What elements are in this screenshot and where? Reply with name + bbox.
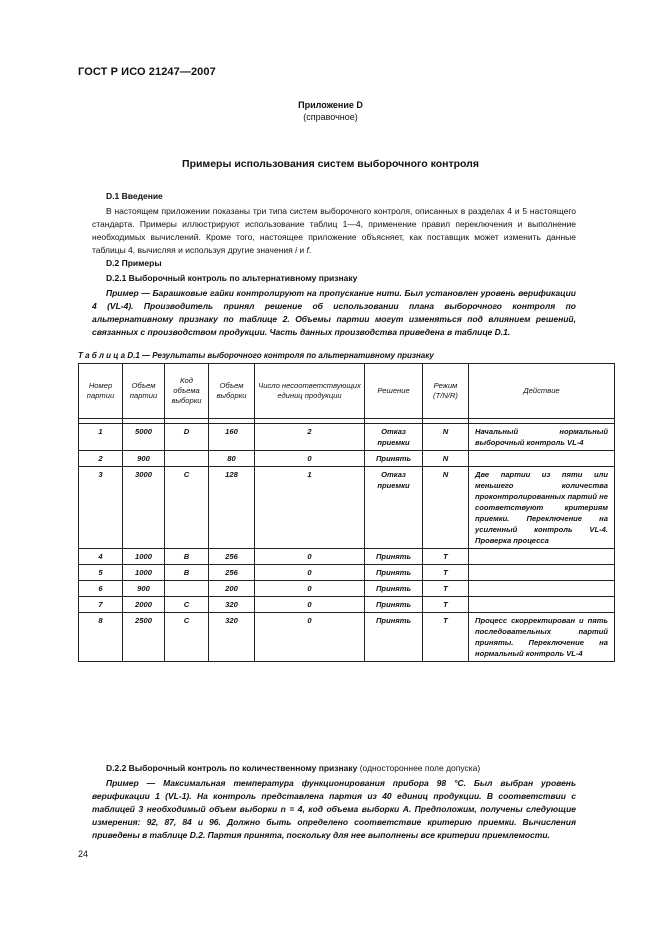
- cell-mode: N: [423, 467, 469, 549]
- cell-mode: T: [423, 565, 469, 581]
- page-title: Примеры использования систем выборочного контроля: [182, 158, 479, 170]
- annex-heading: [0, 99, 661, 123]
- cell-lot-size: 1000: [123, 565, 165, 581]
- cell-action: Начальный нормальный выборочный контроль VL-4: [469, 424, 615, 451]
- cell-decision: Принять: [365, 597, 423, 613]
- col-header-mode: Режим (T/N/R): [423, 364, 469, 419]
- section-d22-title: D.2.2 Выборочный контроль по количественному признаку: [106, 763, 358, 773]
- cell-action: Две партии из пяти или меньшего количества проконтролированных партий не соответствуют критериям приемки. Переключение на усиленный контроль VL-4. Проверка процесса: [469, 467, 615, 549]
- cell-lot-number: 3: [79, 467, 123, 549]
- section-d1-paragraph: [92, 205, 576, 257]
- cell-mode: N: [423, 424, 469, 451]
- cell-lot-size: 2000: [123, 597, 165, 613]
- cell-sample-code: B: [165, 549, 209, 565]
- cell-lot-size: 3000: [123, 467, 165, 549]
- cell-nonconforming: 0: [255, 565, 365, 581]
- cell-sample-size: 80: [209, 451, 255, 467]
- cell-sample-code: [165, 581, 209, 597]
- cell-lot-number: 6: [79, 581, 123, 597]
- col-header-decision: Решение: [365, 364, 423, 419]
- cell-sample-size: 200: [209, 581, 255, 597]
- cell-sample-size: 320: [209, 613, 255, 662]
- cell-lot-number: 4: [79, 549, 123, 565]
- section-d21-example-text: Пример — Барашковые гайки контролируют на пропускание нити. Был установлен уровень верификации 4 (VL-4). Производитель принял решение об использовании плана выборочного контроля по альтернативному признаку по таблице 2. Объемы партии могут изменяться под влиянием решений, связанных с производством продукции. Часть данных производства приведена в таблице D.1.: [92, 288, 576, 337]
- col-header-lot-number: Номер партии: [79, 364, 123, 419]
- cell-action: [469, 597, 615, 613]
- cell-sample-size: 256: [209, 549, 255, 565]
- document-header: ГОСТ Р ИСО 21247—2007: [78, 66, 216, 78]
- section-d22-note: (одностороннее поле допуска): [357, 763, 481, 773]
- variable-i: i: [295, 245, 298, 255]
- cell-lot-number: 5: [79, 565, 123, 581]
- section-d21-heading: D.2.1 Выборочный контроль по альтернативному признаку: [106, 273, 358, 283]
- annex-title: Приложение D: [298, 100, 363, 110]
- section-d22-example-text: Пример — Максимальная температура функционирования прибора 98 °С. Был выбран уровень верификации 1 (VL-1). На контроль представлена партия из 40 единиц продукции. В соответствии с таблицей 3 необходимый объем выборки n = 4, код объема выборки A. Предположим, получены следующие измерения: 92, 87, 84 и 96. Должно быть определено соответствие критерию приемки. Вычисления приведены в таблице D.2. Партия принята, поскольку для нее выполнены все критерии приемлемости.: [92, 778, 576, 840]
- col-header-nonconforming: Число несоответствующих единиц продукции: [255, 364, 365, 419]
- cell-decision: Принять: [365, 451, 423, 467]
- results-table: [78, 363, 615, 662]
- cell-action: [469, 451, 615, 467]
- section-d1-text: В настоящем приложении показаны три типа систем выборочного контроля, описанных в разделах 4 и 5 настоящего стандарта. Примеры иллюстрируют использование таблиц 1—4, применение правил переключения и выполнение необходимых вычислений. Кроме того, настоящее приложение объясняет, как поставщик может изменить данные таблицы 4, вычисляя и используя другие значения: [92, 206, 576, 255]
- section-d22-example: [92, 777, 576, 842]
- cell-lot-size: 1000: [123, 549, 165, 565]
- cell-lot-number: 8: [79, 613, 123, 662]
- cell-lot-size: 900: [123, 451, 165, 467]
- cell-action: [469, 581, 615, 597]
- col-header-sample-code: Код объема выборки: [165, 364, 209, 419]
- cell-decision: Принять: [365, 549, 423, 565]
- cell-lot-number: 1: [79, 424, 123, 451]
- cell-nonconforming: 0: [255, 613, 365, 662]
- section-d21-example: [92, 287, 576, 339]
- cell-sample-code: D: [165, 424, 209, 451]
- section-d1-end: .: [308, 245, 312, 255]
- cell-mode: T: [423, 549, 469, 565]
- cell-action: Процесс скорректирован и пять последовательных партий приняты. Переключение на нормальный контроль VL-4: [469, 613, 615, 662]
- cell-action: [469, 565, 615, 581]
- cell-sample-code: C: [165, 613, 209, 662]
- table-row: [79, 451, 615, 467]
- cell-lot-size: 900: [123, 581, 165, 597]
- cell-lot-number: 7: [79, 597, 123, 613]
- cell-sample-size: 160: [209, 424, 255, 451]
- table-caption: Т а б л и ц а D.1 — Результаты выборочного контроля по альтернативному признаку: [78, 351, 434, 360]
- cell-nonconforming: 0: [255, 451, 365, 467]
- cell-lot-number: 2: [79, 451, 123, 467]
- section-d2-heading: D.2 Примеры: [106, 258, 162, 268]
- table-header-row: [79, 364, 615, 419]
- cell-action: [469, 549, 615, 565]
- cell-nonconforming: 1: [255, 467, 365, 549]
- cell-sample-code: B: [165, 565, 209, 581]
- table-row: [79, 581, 615, 597]
- cell-mode: T: [423, 581, 469, 597]
- page-number: 24: [78, 849, 89, 859]
- cell-sample-code: C: [165, 597, 209, 613]
- cell-sample-size: 128: [209, 467, 255, 549]
- table-row: [79, 549, 615, 565]
- cell-sample-code: C: [165, 467, 209, 549]
- table-row: [79, 613, 615, 662]
- variable-f: f: [306, 245, 309, 255]
- cell-sample-size: 256: [209, 565, 255, 581]
- table-row: [79, 467, 615, 549]
- annex-subtitle: (справочное): [303, 112, 358, 122]
- cell-lot-size: 5000: [123, 424, 165, 451]
- cell-sample-size: 320: [209, 597, 255, 613]
- col-header-sample-size: Объем выборки: [209, 364, 255, 419]
- cell-nonconforming: 0: [255, 581, 365, 597]
- col-header-lot-size: Объем партии: [123, 364, 165, 419]
- table-row: [79, 597, 615, 613]
- cell-nonconforming: 0: [255, 549, 365, 565]
- cell-mode: T: [423, 597, 469, 613]
- cell-sample-code: [165, 451, 209, 467]
- section-d1-heading: D.1 Введение: [106, 191, 163, 201]
- cell-mode: N: [423, 451, 469, 467]
- cell-decision: Принять: [365, 581, 423, 597]
- section-d22-heading: [106, 763, 480, 773]
- cell-mode: T: [423, 613, 469, 662]
- conjunction: и: [297, 245, 307, 255]
- table-row: [79, 565, 615, 581]
- cell-nonconforming: 0: [255, 597, 365, 613]
- cell-lot-size: 2500: [123, 613, 165, 662]
- cell-decision: Принять: [365, 565, 423, 581]
- cell-nonconforming: 2: [255, 424, 365, 451]
- table-row: [79, 424, 615, 451]
- col-header-action: Действие: [469, 364, 615, 419]
- cell-decision: Принять: [365, 613, 423, 662]
- cell-decision: Отказ приемки: [365, 467, 423, 549]
- cell-decision: Отказ приемки: [365, 424, 423, 451]
